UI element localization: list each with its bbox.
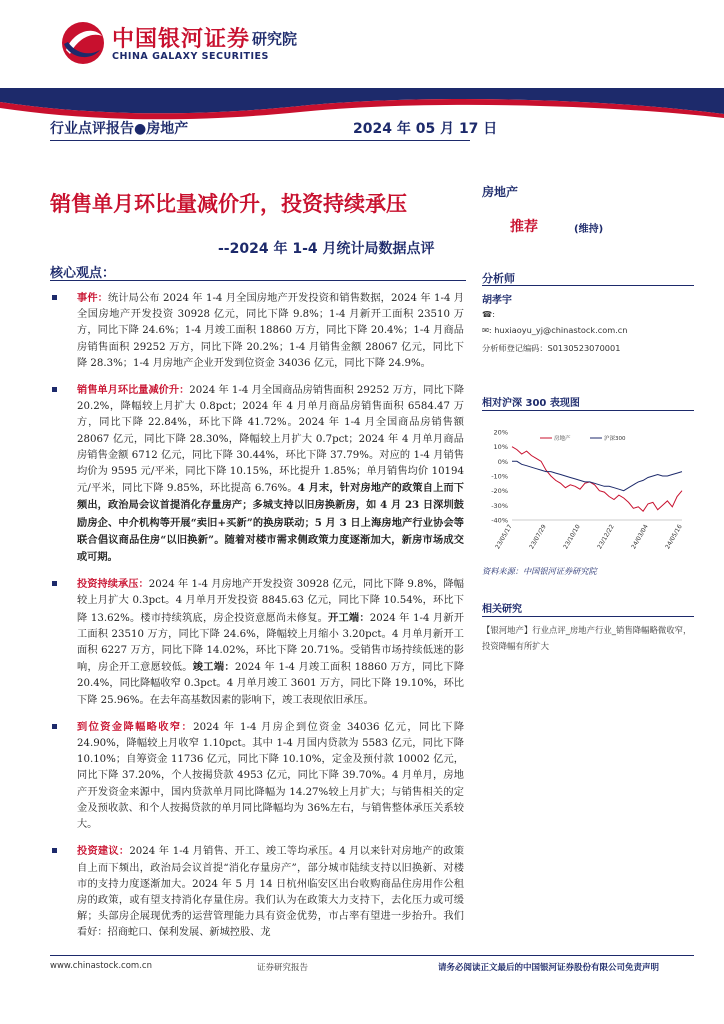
sector-label: 房地产 <box>482 185 519 199</box>
galaxy-logo-icon <box>60 20 106 66</box>
x-tick-label: 23/10/10 <box>562 523 582 551</box>
phone-label: ☎: <box>482 309 495 319</box>
chart-divider <box>482 410 694 411</box>
footer-center-text: 证券研究报告 <box>257 963 309 973</box>
y-tick-label: 20% <box>493 428 508 437</box>
paragraph-text: 2024 年 1-4 月新开工面积 23510 万方，同比下降 24.6%，降幅较上月缩小 3.20pct。4 月单月新开工面积 6227 万方，同比下降 14.02%，环比下降 20.71%。受销售市场持续低迷的影响，房企开工意愿较低。 <box>77 612 464 674</box>
related-divider <box>482 616 694 617</box>
analyst-email[interactable]: huxiaoyu_yj@chinastock.com.cn <box>494 325 628 335</box>
y-tick-label: -20% <box>491 487 508 496</box>
x-tick-label: 23/05/17 <box>494 523 514 551</box>
paragraph-sales <box>50 382 464 566</box>
chart-series <box>512 447 682 512</box>
rating-note: (维持) <box>574 224 604 235</box>
y-tick-label: -40% <box>491 516 508 525</box>
bullet-icon <box>52 848 57 853</box>
paragraph-lead: 到位资金降幅略收窄： <box>77 720 194 733</box>
page-footer <box>0 955 724 985</box>
banner-divider <box>50 140 470 141</box>
related-report-link[interactable]: 【银河地产】行业点评_房地产行业_销售降幅略微收窄，投资降幅有所扩大 <box>482 625 692 651</box>
paragraph-event <box>50 290 464 372</box>
chart-source: 资料来源：中国银河证券研究院 <box>482 566 597 576</box>
paragraph-lead: 投资建议： <box>77 845 130 858</box>
paragraph-investment <box>50 576 464 709</box>
email-icon: ✉: <box>482 325 492 335</box>
paragraph-funds <box>50 719 464 833</box>
y-tick-label: 10% <box>493 443 508 452</box>
footer-website[interactable]: www.chinastock.com.cn <box>50 961 152 971</box>
x-tick-label: 24/05/16 <box>664 523 684 551</box>
analyst-heading: 分析师 <box>482 272 515 285</box>
report-subtitle: --2024 年 1-4 月统计局数据点评 <box>218 241 435 257</box>
related-heading: 相关研究 <box>482 604 522 615</box>
paragraph-text: 2024 年 1-4 月房企到位资金 34036 亿元，同比下降 24.90%，降幅较上月收窄 1.10pct。其中 1-4 月国内贷款为 5583 亿元，同比下降 10.10%；自筹资金 11736 亿元，同比下降 10.10%，定金及预付款 10002 亿元，同比下降 37.20%，个人按揭贷款 4953 亿元，同比下降 39.70%。4 月单月，房地产开发资金来源中，国内贷款单月同比降幅为 14.27%较上月扩大；与销售相关的定金及预收款、和个人按揭贷款的单月同比降幅均为 36%左右，与销售整体承压关系较大。 <box>77 721 465 831</box>
paragraph-text: 2024 年 1-4 月全国商品房销售面积 29252 万方，同比下降 20.2%，降幅较上月扩大 0.8pct；2024 年 4 月单月商品房销售面积 6584.47 万方，同比下降 22.84%，环比下降 41.72%。2024 年 1-4 月全国商品房销售额 28067 亿元，同比下降 28.30%，降幅较上月扩大 0.7pct；2024 年 4 月单月商品房销售金额 6712 亿元，同比下降 30.44%，环比下降 37.79%。对应的 1-4 月销售均价为 9595 元/平米，同比下降 10.15%，环比提升 1.85%；单月销售均价 10194 元/平米，同比下降 9.85%，环比提高 6.76%。 <box>77 385 465 495</box>
chart-legend <box>540 434 626 442</box>
paragraph-text: 2024 年 1-4 月竣工面积 18860 万方，同比下降 20.4%，同比降幅收窄 0.3pct。4 月单月竣工 3601 万方，同比下降 19.10%，环比下降 25.96%。在去年高基数因素的影响下，竣工表现依旧承压。 <box>77 662 465 706</box>
report-type: 行业点评报告●房地产 <box>50 121 189 137</box>
company-logo <box>60 20 320 70</box>
report-title: 销售单月环比量减价升，投资持续承压 <box>50 192 407 216</box>
paragraph-text: 2024 年 1-4 月销售、开工、竣工等均承压。4 月以来针对房地产的政策自上而下频出，政治局会议首提“消化存量房产”，部分城市陆续支持以旧换新、对楼市的支持力度逐渐加大。2024 年 5 月 14 日杭州临安区出台收购商品住房用作公租房的政策，或有望支持消化存量住房。我们认为在政策大力支持下，去化压力或可缓解；头部房企展现优秀的运营管理能力具有资金优势，市占率有望进一步抬升。我们看好：招商蛇口、保利发展、新城控股、龙 <box>77 846 465 939</box>
series-line-房地产 <box>512 447 682 512</box>
x-axis <box>494 520 684 550</box>
core-views-heading: 核心观点： <box>50 266 116 281</box>
logo-institute: 研究院 <box>252 30 298 48</box>
paragraph-bold-text: 4 月末，针对房地产的政策自上而下频出，政治局会议首提消化存量房产；多城支持以旧房换新房，如 4 月 23 日深圳鼓励房企、中介机构等开展“卖旧+买新”的换房联动；5 月 3 日上海房地产行业协会等联合倡议商品住房“以旧换新”。随着对楼市需求侧政策力度逐渐加大，新房市场成交或可期。 <box>77 482 464 564</box>
y-tick-label: -30% <box>491 501 508 510</box>
analyst-divider <box>482 285 694 286</box>
paragraph-sub-label: 开工端： <box>328 611 370 624</box>
bullet-icon <box>52 295 57 300</box>
paragraph-lead: 事件： <box>77 292 108 304</box>
series-line-沪深300 <box>512 461 682 490</box>
logo-chinese-name: 中国银河证券 <box>112 27 251 52</box>
paragraph-text: 统计局公布 2024 年 1-4 月全国房地产开发投资和销售数据，2024 年 1-4 月全国房地产开发投资 30928 亿元，同比下降 9.8%；1-4 月新开工面积 23510 万方，同比下降 24.6%；1-4 月竣工面积 18860 万方，同比下降 20.4%；1-4 月商品房销售面积 29252 万方，同比下降 20.2%；1-4 月销售金额 28067 亿元，同比下降 28.3%；1-4 月房地产企业开发到位资金 34036 亿元，同比下降 24.9%。 <box>77 293 464 369</box>
bullet-icon <box>52 387 57 392</box>
paragraph-advice <box>50 843 464 941</box>
analyst-cert: 分析师登记编码：S0130523070001 <box>482 343 621 353</box>
bullet-icon <box>52 581 57 586</box>
logo-english-name: CHINA GALAXY SECURITIES <box>112 51 269 62</box>
legend-label: 房地产 <box>554 436 571 443</box>
main-content <box>50 290 464 952</box>
relative-performance-chart <box>482 420 692 555</box>
footer-divider <box>50 955 694 956</box>
bullet-icon <box>52 724 57 729</box>
footer-disclaimer: 请务必阅读正文最后的中国银河证券股份有限公司免责声明 <box>438 963 660 973</box>
header-banner <box>0 88 724 150</box>
legend-label: 沪深300 <box>604 436 626 443</box>
paragraph-lead: 投资持续承压： <box>77 578 149 591</box>
email-row <box>482 325 627 335</box>
y-axis <box>491 429 508 525</box>
paragraph-text: 2024 年 1-4 月房地产开发投资 30928 亿元，同比下降 9.8%，降幅较上月扩大 0.3pct。4 月单月开发投资 8845.63 亿元，同比下降 10.54%，环比下降 13.62%。楼市持续筑底，房企投资意愿尚未修复。 <box>77 579 464 624</box>
paragraph-lead: 销售单月环比量减价升： <box>77 384 190 397</box>
x-tick-label: 23/12/22 <box>596 523 616 551</box>
paragraph-sub-label: 竣工端： <box>192 661 235 674</box>
report-date: 2024 年 05 月 17 日 <box>353 121 498 137</box>
analyst-name: 胡孝宇 <box>482 295 512 306</box>
rating-label: 推荐 <box>510 219 538 235</box>
y-tick-label: -10% <box>491 472 508 481</box>
chart-heading: 相对沪深 300 表现图 <box>482 398 580 409</box>
core-divider <box>50 280 466 281</box>
x-tick-label: 23/07/29 <box>528 523 548 551</box>
x-tick-label: 24/03/04 <box>630 523 650 551</box>
y-tick-label: 0% <box>497 457 508 466</box>
